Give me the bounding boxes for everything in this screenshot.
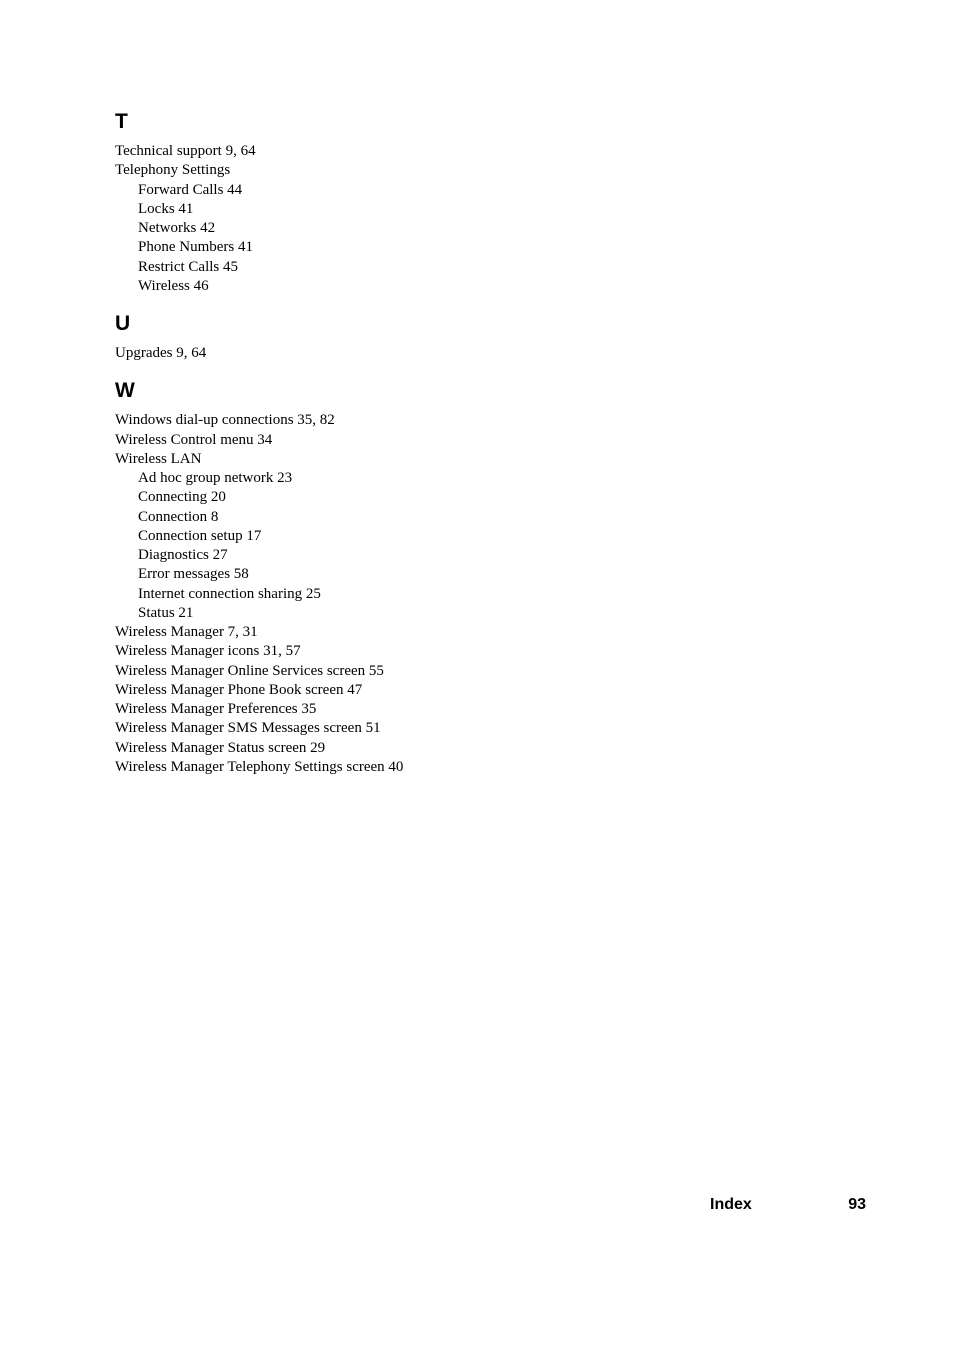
page-number: 93 [848,1196,866,1213]
index-subentry: Error messages 58 [138,566,249,583]
index-section [115,377,715,777]
index-entry: Wireless Manager Preferences 35 [115,701,317,717]
index-entry: Telephony Settings [115,162,231,179]
index-entry: Technical support 9, 64 [115,143,256,159]
index-entry: Wireless Manager Phone Book screen 47 [115,681,363,698]
index-entry: Wireless Manager SMS Messages screen 51 [115,720,381,737]
index-subentry: Connecting 20 [138,489,226,506]
index-subentry: Diagnostics 27 [138,547,228,563]
index-body [115,108,715,777]
index-subentry: Status 21 [138,604,194,621]
index-entry: Wireless LAN [115,450,202,467]
index-section [115,108,715,296]
index-subentry: Wireless 46 [138,277,209,294]
section-letter-heading: U [115,312,131,335]
index-subentry: Phone Numbers 41 [138,239,253,256]
index-subentry: Networks 42 [138,220,216,236]
index-subentry: Connection 8 [138,508,219,525]
index-entry: Windows dial-up connections 35, 82 [115,412,335,429]
index-subentry: Connection setup 17 [138,527,262,544]
index-entry-list [115,344,715,363]
index-entry: Wireless Manager Telephony Settings screen 40 [115,758,404,775]
index-subentry: Forward Calls 44 [138,181,243,198]
index-entry: Wireless Manager Status screen 29 [115,739,326,756]
index-entry: Wireless Manager icons 31, 57 [115,643,301,660]
index-subentry: Ad hoc group network 23 [138,470,293,486]
footer-title: Index [710,1196,752,1213]
index-entry: Wireless Control menu 34 [115,431,273,448]
index-entry: Upgrades 9, 64 [115,345,207,361]
index-entry-list [115,142,715,296]
section-letter-heading: W [115,379,135,403]
index-entry: Wireless Manager Online Services screen 55 [115,662,384,679]
section-letter-heading: T [115,110,128,133]
index-entry: Wireless Manager 7, 31 [115,624,258,640]
index-entry-list [115,411,715,777]
index-section [115,310,715,363]
index-subentry: Locks 41 [138,200,194,217]
index-subentry: Internet connection sharing 25 [138,585,321,602]
index-subentry: Restrict Calls 45 [138,258,238,275]
